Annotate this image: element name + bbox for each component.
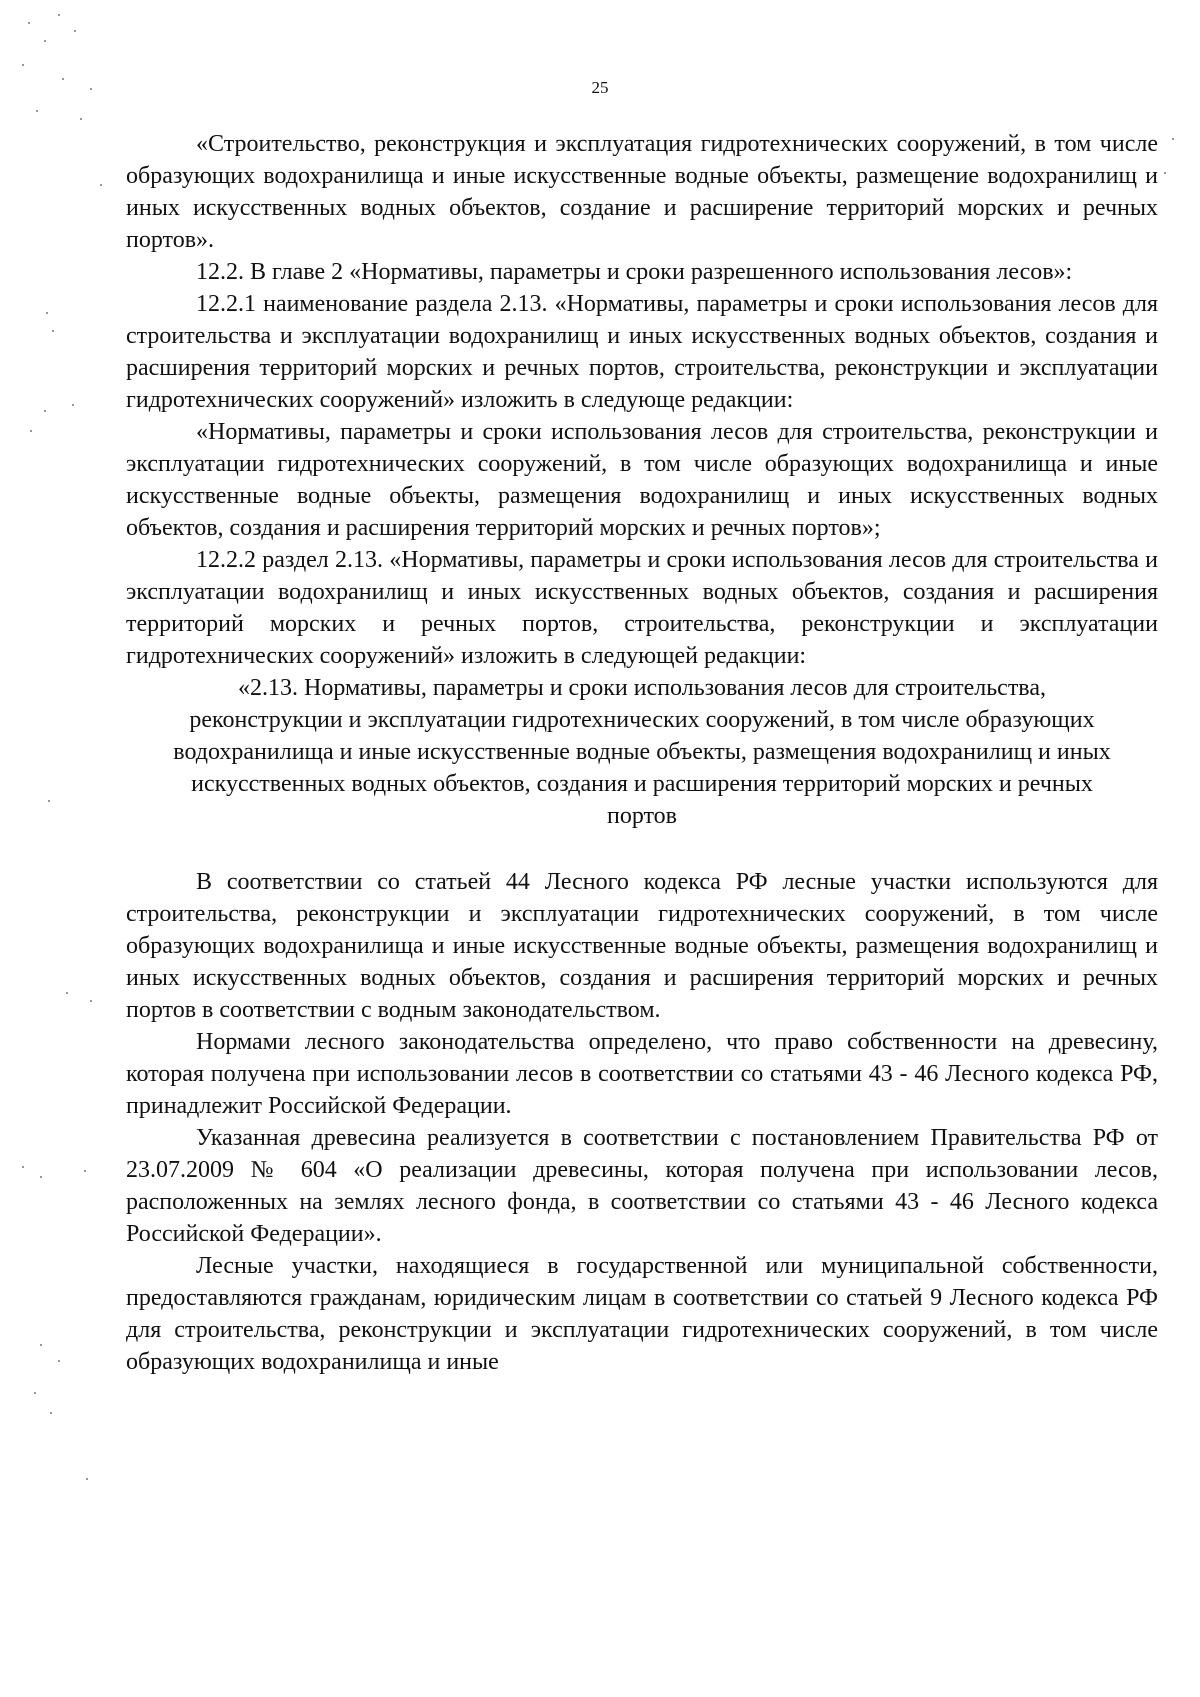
paragraph: 12.2.1 наименование раздела 2.13. «Нормативы, параметры и сроки использования лесов для строительства и эксплуатации водохранилищ и иных искусственных водных объектов, создания и расширения территорий морских и речных портов, строительства, реконструкции и эксплуатации гидротехнических сооружений» изложить в следующе редакции:	[126, 291, 1158, 413]
page-number: 25	[591, 78, 609, 97]
paragraph: Лесные участки, находящиеся в государственной или муниципальной собственности, предоставляются гражданам, юридическим лицам в соответствии со статьей 9 Лесного кодекса РФ для строительства, реконструкции и эксплуатации гидротехнических сооружений, в том числе образующих водохранилища и иные	[126, 1253, 1158, 1375]
paragraph: 12.2.2 раздел 2.13. «Нормативы, параметры и сроки использования лесов для строительства и эксплуатации водохранилищ и иных искусственных водных объектов, создания и расширения территорий морских и речных портов, строительства, реконструкции и эксплуатации гидротехнических сооружений» изложить в следующей редакции:	[126, 547, 1158, 669]
paragraph: Указанная древесина реализуется в соответствии с постановлением Правительства РФ от 23.07.2009 № 604 «О реализации древесины, которая получена при использовании лесов, расположенных на землях лесного фонда, в соответствии со статьями 43 - 46 Лесного кодекса Российской Федерации».	[126, 1125, 1158, 1247]
paragraph: В соответствии со статьей 44 Лесного кодекса РФ лесные участки используются для строительства, реконструкции и эксплуатации гидротехнических сооружений, в том числе образующих водохранилища и иные искусственные водные объекты, размещения водохранилищ и иных искусственных водных объектов, создания и расширения территорий морских и речных портов в соответствии с водным законодательством.	[126, 869, 1158, 1023]
paragraph: «Нормативы, параметры и сроки использования лесов для строительства, реконструкции и эксплуатации гидротехнических сооружений, в том числе образующих водохранилища и иные искусственные водные объекты, размещения водохранилищ и иных искусственных водных объектов, создания и расширения территорий морских и речных портов»;	[126, 419, 1158, 541]
section-heading: «2.13. Нормативы, параметры и сроки использования лесов для строительства, реконструкции и эксплуатации гидротехнических сооружений, в том числе образующих водохранилища и иные искусственные водные объекты, размещения водохранилищ и иных искусственных водных объектов, создания и расширения территорий морских и речных портов	[173, 675, 1111, 829]
paragraph: Нормами лесного законодательства определено, что право собственности на древесину, которая получена при использовании лесов в соответствии со статьями 43 - 46 Лесного кодекса РФ, принадлежит Российской Федерации.	[126, 1029, 1158, 1119]
document-body	[126, 128, 1158, 1378]
paragraph: «Строительство, реконструкция и эксплуатация гидротехнических сооружений, в том числе образующих водохранилища и иные искусственные водные объекты, размещение водохранилищ и иных искусственных водных объектов, создание и расширение территорий морских и речных портов».	[126, 131, 1158, 253]
paragraph: 12.2. В главе 2 «Нормативы, параметры и сроки разрешенного использования лесов»:	[196, 259, 1073, 285]
